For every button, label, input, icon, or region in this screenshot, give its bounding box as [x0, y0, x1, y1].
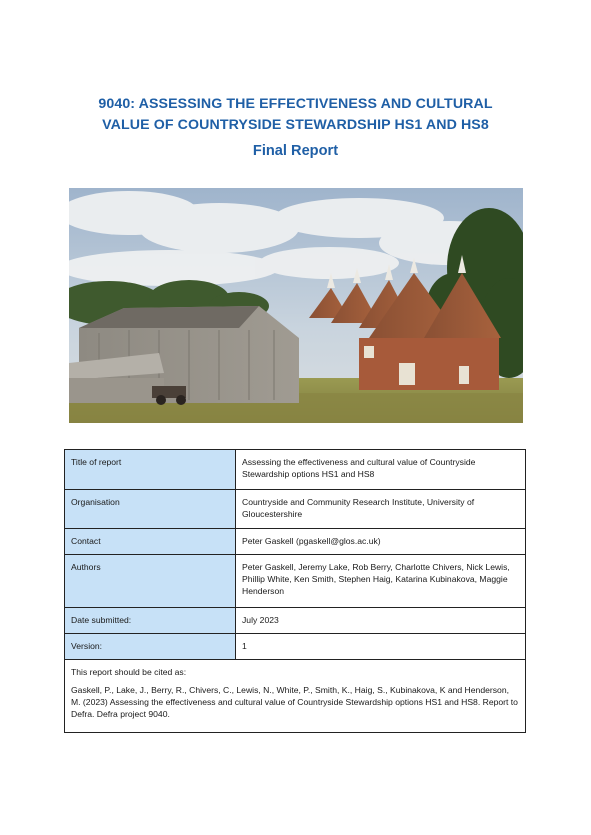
citation-text: Gaskell, P., Lake, J., Berry, R., Chivers, C., Lewis, N., White, P., Smith, K., Haig, S., Kubinakova, K and Henderson, M. (2023) Assessing the effectiveness and cultural value of Countryside Stewardship options HS1 and HS8. Report to Defra. Defra project 9040.: [71, 685, 518, 719]
row-value: Peter Gaskell (pgaskell@glos.ac.uk): [236, 529, 526, 555]
row-label: Authors: [65, 555, 236, 608]
row-label: Title of report: [65, 450, 236, 490]
report-details-table: [64, 449, 526, 733]
table-row: [65, 634, 526, 660]
table-row: [65, 490, 526, 529]
row-value: July 2023: [236, 608, 526, 634]
table-row: [65, 608, 526, 634]
row-value: Assessing the effectiveness and cultural value of Countryside Stewardship options HS1 and HS8: [236, 450, 526, 490]
row-label: Version:: [65, 634, 236, 660]
row-value: 1: [236, 634, 526, 660]
citation-intro: This report should be cited as:: [71, 667, 187, 677]
row-label: Date submitted:: [65, 608, 236, 634]
oast-brick-wall: [359, 338, 499, 390]
report-title: [40, 94, 551, 136]
row-value: Countryside and Community Research Institute, University of Gloucestershire: [236, 490, 526, 529]
row-label: Organisation: [65, 490, 236, 529]
report-subtitle: Final Report: [252, 143, 339, 159]
table-row: [65, 529, 526, 555]
cover-photo-oast-houses: [69, 188, 523, 423]
row-label: Contact: [65, 529, 236, 555]
table-row: [65, 555, 526, 608]
citation-cell: [65, 660, 526, 733]
citation-row: [65, 660, 526, 733]
report-title-line-2: VALUE OF COUNTRYSIDE STEWARDSHIP HS1 AND HS8: [102, 117, 489, 133]
table-row: [65, 450, 526, 490]
report-title-line-1: 9040: ASSESSING THE EFFECTIVENESS AND CULTURAL: [98, 96, 493, 112]
row-value: Peter Gaskell, Jeremy Lake, Rob Berry, Charlotte Chivers, Nick Lewis, Phillip White, Ken Smith, Stephen Haig, Katarina Kubinakova, Maggie Henderson: [236, 555, 526, 608]
